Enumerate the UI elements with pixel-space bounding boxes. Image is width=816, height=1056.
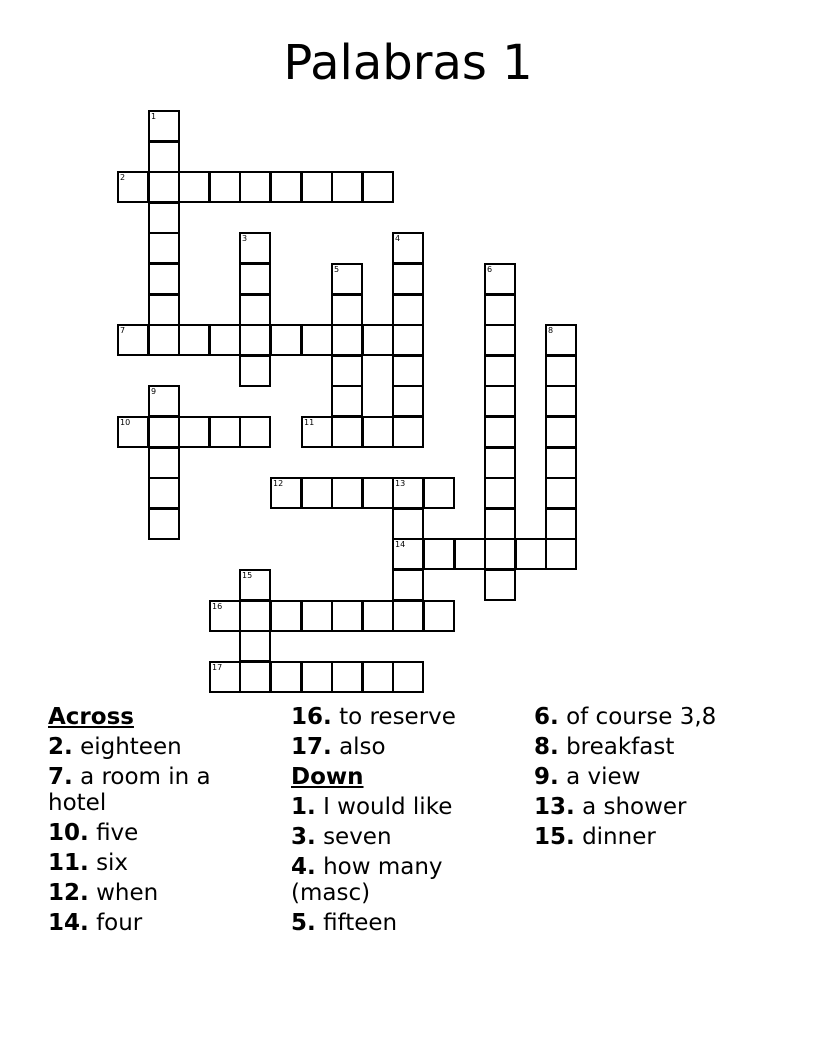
clue-column-3 <box>534 704 759 854</box>
grid-cell[interactable] <box>148 232 180 264</box>
clue-item <box>534 764 759 790</box>
clue-number: 4. <box>291 854 316 880</box>
grid-cell[interactable] <box>392 508 424 540</box>
grid-cell[interactable] <box>545 477 577 509</box>
grid-cell[interactable] <box>362 324 394 356</box>
grid-cell[interactable] <box>331 416 363 448</box>
grid-cell[interactable] <box>545 538 577 570</box>
grid-cell[interactable] <box>209 416 241 448</box>
clue-number: 12. <box>48 880 89 906</box>
clue-number: 10. <box>48 820 89 846</box>
cell-number: 2 <box>120 173 126 182</box>
clue-text: when <box>96 880 159 906</box>
clue-number: 8. <box>534 734 559 760</box>
clue-number: 9. <box>534 764 559 790</box>
clue-text: eighteen <box>80 734 182 760</box>
grid-cell[interactable] <box>331 355 363 387</box>
clue-number: 17. <box>291 734 332 760</box>
grid-cell[interactable] <box>484 447 516 479</box>
grid-cell[interactable] <box>239 324 271 356</box>
cell-number: 16 <box>212 602 223 611</box>
grid-cell[interactable] <box>239 355 271 387</box>
cell-number: 11 <box>304 418 315 427</box>
grid-cell[interactable] <box>148 110 180 142</box>
grid-cell[interactable] <box>148 385 180 417</box>
grid-cell[interactable] <box>484 538 516 570</box>
grid-cell[interactable] <box>362 416 394 448</box>
grid-cell[interactable] <box>423 538 455 570</box>
grid-cell[interactable] <box>270 600 302 632</box>
grid-cell[interactable] <box>392 600 424 632</box>
grid-cell[interactable] <box>423 600 455 632</box>
grid-cell[interactable] <box>301 324 333 356</box>
grid-cell[interactable] <box>148 202 180 234</box>
cell-number: 13 <box>395 479 406 488</box>
grid-cell[interactable] <box>545 324 577 356</box>
clue-item <box>48 734 273 760</box>
grid-cell[interactable] <box>362 171 394 203</box>
clue-number: 1. <box>291 794 316 820</box>
grid-cell[interactable] <box>178 416 210 448</box>
cell-number: 8 <box>548 326 554 335</box>
clue-number: 14. <box>48 910 89 936</box>
cell-number: 6 <box>487 265 493 274</box>
puzzle-title: Palabras 1 <box>283 35 533 91</box>
grid-cell[interactable] <box>209 600 241 632</box>
grid-cell[interactable] <box>239 630 271 662</box>
grid-cell[interactable] <box>117 171 149 203</box>
clue-text: dinner <box>582 824 656 850</box>
grid-cell[interactable] <box>239 569 271 601</box>
grid-cell[interactable] <box>454 538 486 570</box>
cell-number: 1 <box>151 112 157 121</box>
grid-cell[interactable] <box>270 477 302 509</box>
across-heading: Across <box>48 704 134 730</box>
clue-text: also <box>339 734 386 760</box>
clue-item <box>291 910 516 936</box>
clue-item <box>534 704 759 730</box>
grid-cell[interactable] <box>148 324 180 356</box>
clue-item <box>291 824 516 850</box>
clue-text: I would like <box>323 794 453 820</box>
grid-cell[interactable] <box>301 477 333 509</box>
clue-item <box>48 910 273 936</box>
grid-cell[interactable] <box>392 569 424 601</box>
grid-cell[interactable] <box>545 508 577 540</box>
grid-cell[interactable] <box>484 355 516 387</box>
grid-cell[interactable] <box>515 538 547 570</box>
grid-cell[interactable] <box>331 385 363 417</box>
grid-cell[interactable] <box>178 171 210 203</box>
clue-column-2 <box>291 704 516 940</box>
grid-cell[interactable] <box>331 171 363 203</box>
grid-cell[interactable] <box>484 385 516 417</box>
clue-number: 11. <box>48 850 89 876</box>
clue-text: five <box>96 820 139 846</box>
clue-text: to reserve <box>339 704 456 730</box>
grid-cell[interactable] <box>484 416 516 448</box>
clue-text: a view <box>566 764 641 790</box>
clue-text: of course 3,8 <box>566 704 717 730</box>
clue-text: a shower <box>582 794 687 820</box>
clue-text: how many (masc) <box>291 854 443 906</box>
grid-cell[interactable] <box>148 416 180 448</box>
grid-cell[interactable] <box>239 416 271 448</box>
cell-number: 3 <box>242 234 248 243</box>
clue-number: 13. <box>534 794 575 820</box>
clue-item <box>291 704 516 730</box>
cell-number: 10 <box>120 418 131 427</box>
grid-cell[interactable] <box>392 232 424 264</box>
grid-cell[interactable] <box>270 661 302 693</box>
grid-cell[interactable] <box>270 324 302 356</box>
clue-item <box>291 794 516 820</box>
clue-number: 3. <box>291 824 316 850</box>
grid-cell[interactable] <box>148 141 180 173</box>
cell-number: 7 <box>120 326 126 335</box>
clue-number: 16. <box>291 704 332 730</box>
cell-number: 5 <box>334 265 340 274</box>
grid-cell[interactable] <box>301 661 333 693</box>
grid-cell[interactable] <box>148 294 180 326</box>
clue-item <box>291 734 516 760</box>
grid-cell[interactable] <box>392 385 424 417</box>
clue-number: 2. <box>48 734 73 760</box>
grid-cell[interactable] <box>148 447 180 479</box>
cell-number: 12 <box>273 479 284 488</box>
grid-cell[interactable] <box>239 600 271 632</box>
grid-cell[interactable] <box>209 661 241 693</box>
grid-cell[interactable] <box>545 355 577 387</box>
grid-cell[interactable] <box>392 416 424 448</box>
clue-item <box>534 794 759 820</box>
clue-item <box>48 764 273 816</box>
across-clue-list-continued <box>291 704 516 760</box>
clue-text: breakfast <box>566 734 675 760</box>
grid-cell[interactable] <box>392 355 424 387</box>
grid-cell[interactable] <box>117 416 149 448</box>
clue-number: 6. <box>534 704 559 730</box>
cell-number: 15 <box>242 571 253 580</box>
grid-cell[interactable] <box>239 263 271 295</box>
grid-cell[interactable] <box>239 171 271 203</box>
grid-cell[interactable] <box>239 294 271 326</box>
clue-item <box>534 824 759 850</box>
grid-cell[interactable] <box>148 508 180 540</box>
clue-item <box>48 850 273 876</box>
down-clue-list <box>291 794 516 936</box>
grid-cell[interactable] <box>392 324 424 356</box>
grid-cell[interactable] <box>331 294 363 326</box>
grid-cell[interactable] <box>331 600 363 632</box>
grid-cell[interactable] <box>484 324 516 356</box>
grid-cell[interactable] <box>148 263 180 295</box>
clue-item <box>534 734 759 760</box>
grid-cell[interactable] <box>301 600 333 632</box>
grid-cell[interactable] <box>392 263 424 295</box>
grid-cell[interactable] <box>545 447 577 479</box>
down-heading: Down <box>291 764 364 790</box>
grid-cell[interactable] <box>392 661 424 693</box>
grid-cell[interactable] <box>148 171 180 203</box>
grid-cell[interactable] <box>331 477 363 509</box>
clue-text: a room in a hotel <box>48 764 211 816</box>
cell-number: 14 <box>395 540 406 549</box>
grid-cell[interactable] <box>331 661 363 693</box>
grid-cell[interactable] <box>239 232 271 264</box>
clue-text: seven <box>323 824 392 850</box>
grid-cell[interactable] <box>392 294 424 326</box>
clue-text: four <box>96 910 143 936</box>
grid-cell[interactable] <box>270 171 302 203</box>
cell-number: 9 <box>151 387 157 396</box>
grid-cell[interactable] <box>392 538 424 570</box>
grid-cell[interactable] <box>484 569 516 601</box>
clue-number: 5. <box>291 910 316 936</box>
clue-column-1 <box>48 704 273 940</box>
grid-cell[interactable] <box>362 661 394 693</box>
grid-cell[interactable] <box>362 600 394 632</box>
grid-cell[interactable] <box>484 263 516 295</box>
grid-cell[interactable] <box>117 324 149 356</box>
clue-text: fifteen <box>323 910 398 936</box>
grid-cell[interactable] <box>331 263 363 295</box>
grid-cell[interactable] <box>484 294 516 326</box>
grid-cell[interactable] <box>423 477 455 509</box>
grid-cell[interactable] <box>545 385 577 417</box>
grid-cell[interactable] <box>545 416 577 448</box>
grid-cell[interactable] <box>392 477 424 509</box>
grid-cell[interactable] <box>331 324 363 356</box>
grid-cell[interactable] <box>362 477 394 509</box>
clue-item <box>291 854 516 906</box>
grid-cell[interactable] <box>239 661 271 693</box>
clue-item <box>48 880 273 906</box>
grid-cell[interactable] <box>209 324 241 356</box>
grid-cell[interactable] <box>148 477 180 509</box>
clue-number: 7. <box>48 764 73 790</box>
cell-number: 17 <box>212 663 223 672</box>
grid-cell[interactable] <box>178 324 210 356</box>
grid-cell[interactable] <box>301 416 333 448</box>
across-clue-list <box>48 734 273 936</box>
grid-cell[interactable] <box>484 508 516 540</box>
down-clue-list-continued <box>534 704 759 850</box>
grid-cell[interactable] <box>301 171 333 203</box>
grid-cell[interactable] <box>484 477 516 509</box>
clue-number: 15. <box>534 824 575 850</box>
grid-cell[interactable] <box>209 171 241 203</box>
cell-number: 4 <box>395 234 401 243</box>
clue-text: six <box>96 850 129 876</box>
clue-item <box>48 820 273 846</box>
